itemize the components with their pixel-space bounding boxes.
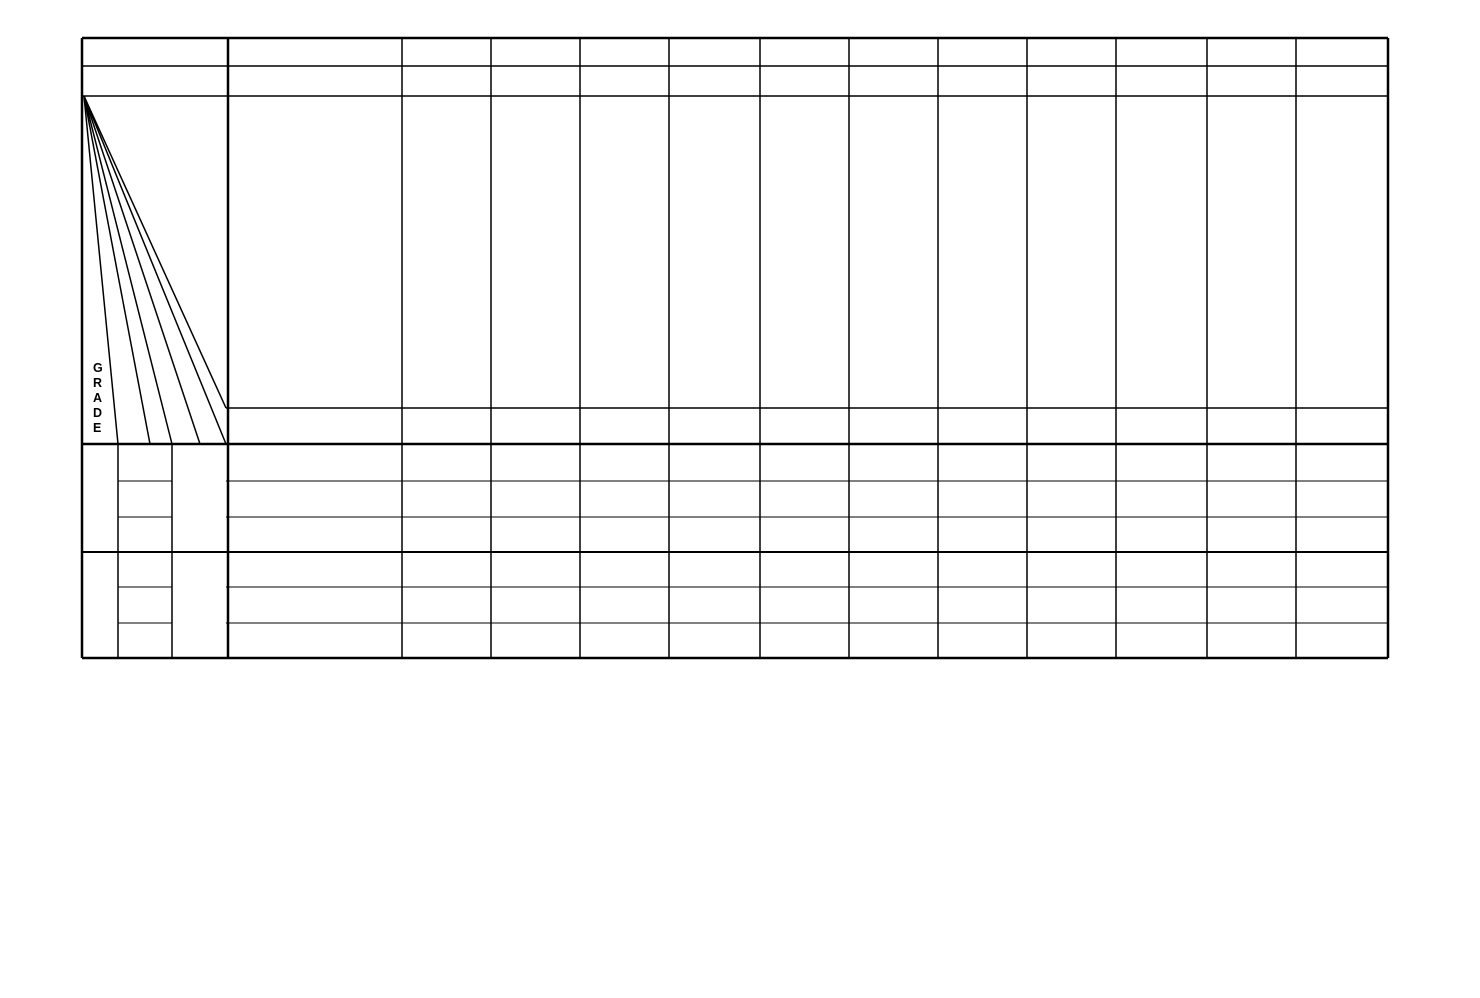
vertical-letter: D: [93, 406, 103, 420]
vertical-letter: R: [93, 376, 103, 390]
vertical-letter: A: [93, 391, 103, 405]
vertical-letter: G: [93, 361, 103, 375]
header-diagonal: [84, 96, 226, 408]
vertical-letter: E: [93, 421, 102, 435]
header-diagonal: [84, 96, 226, 444]
